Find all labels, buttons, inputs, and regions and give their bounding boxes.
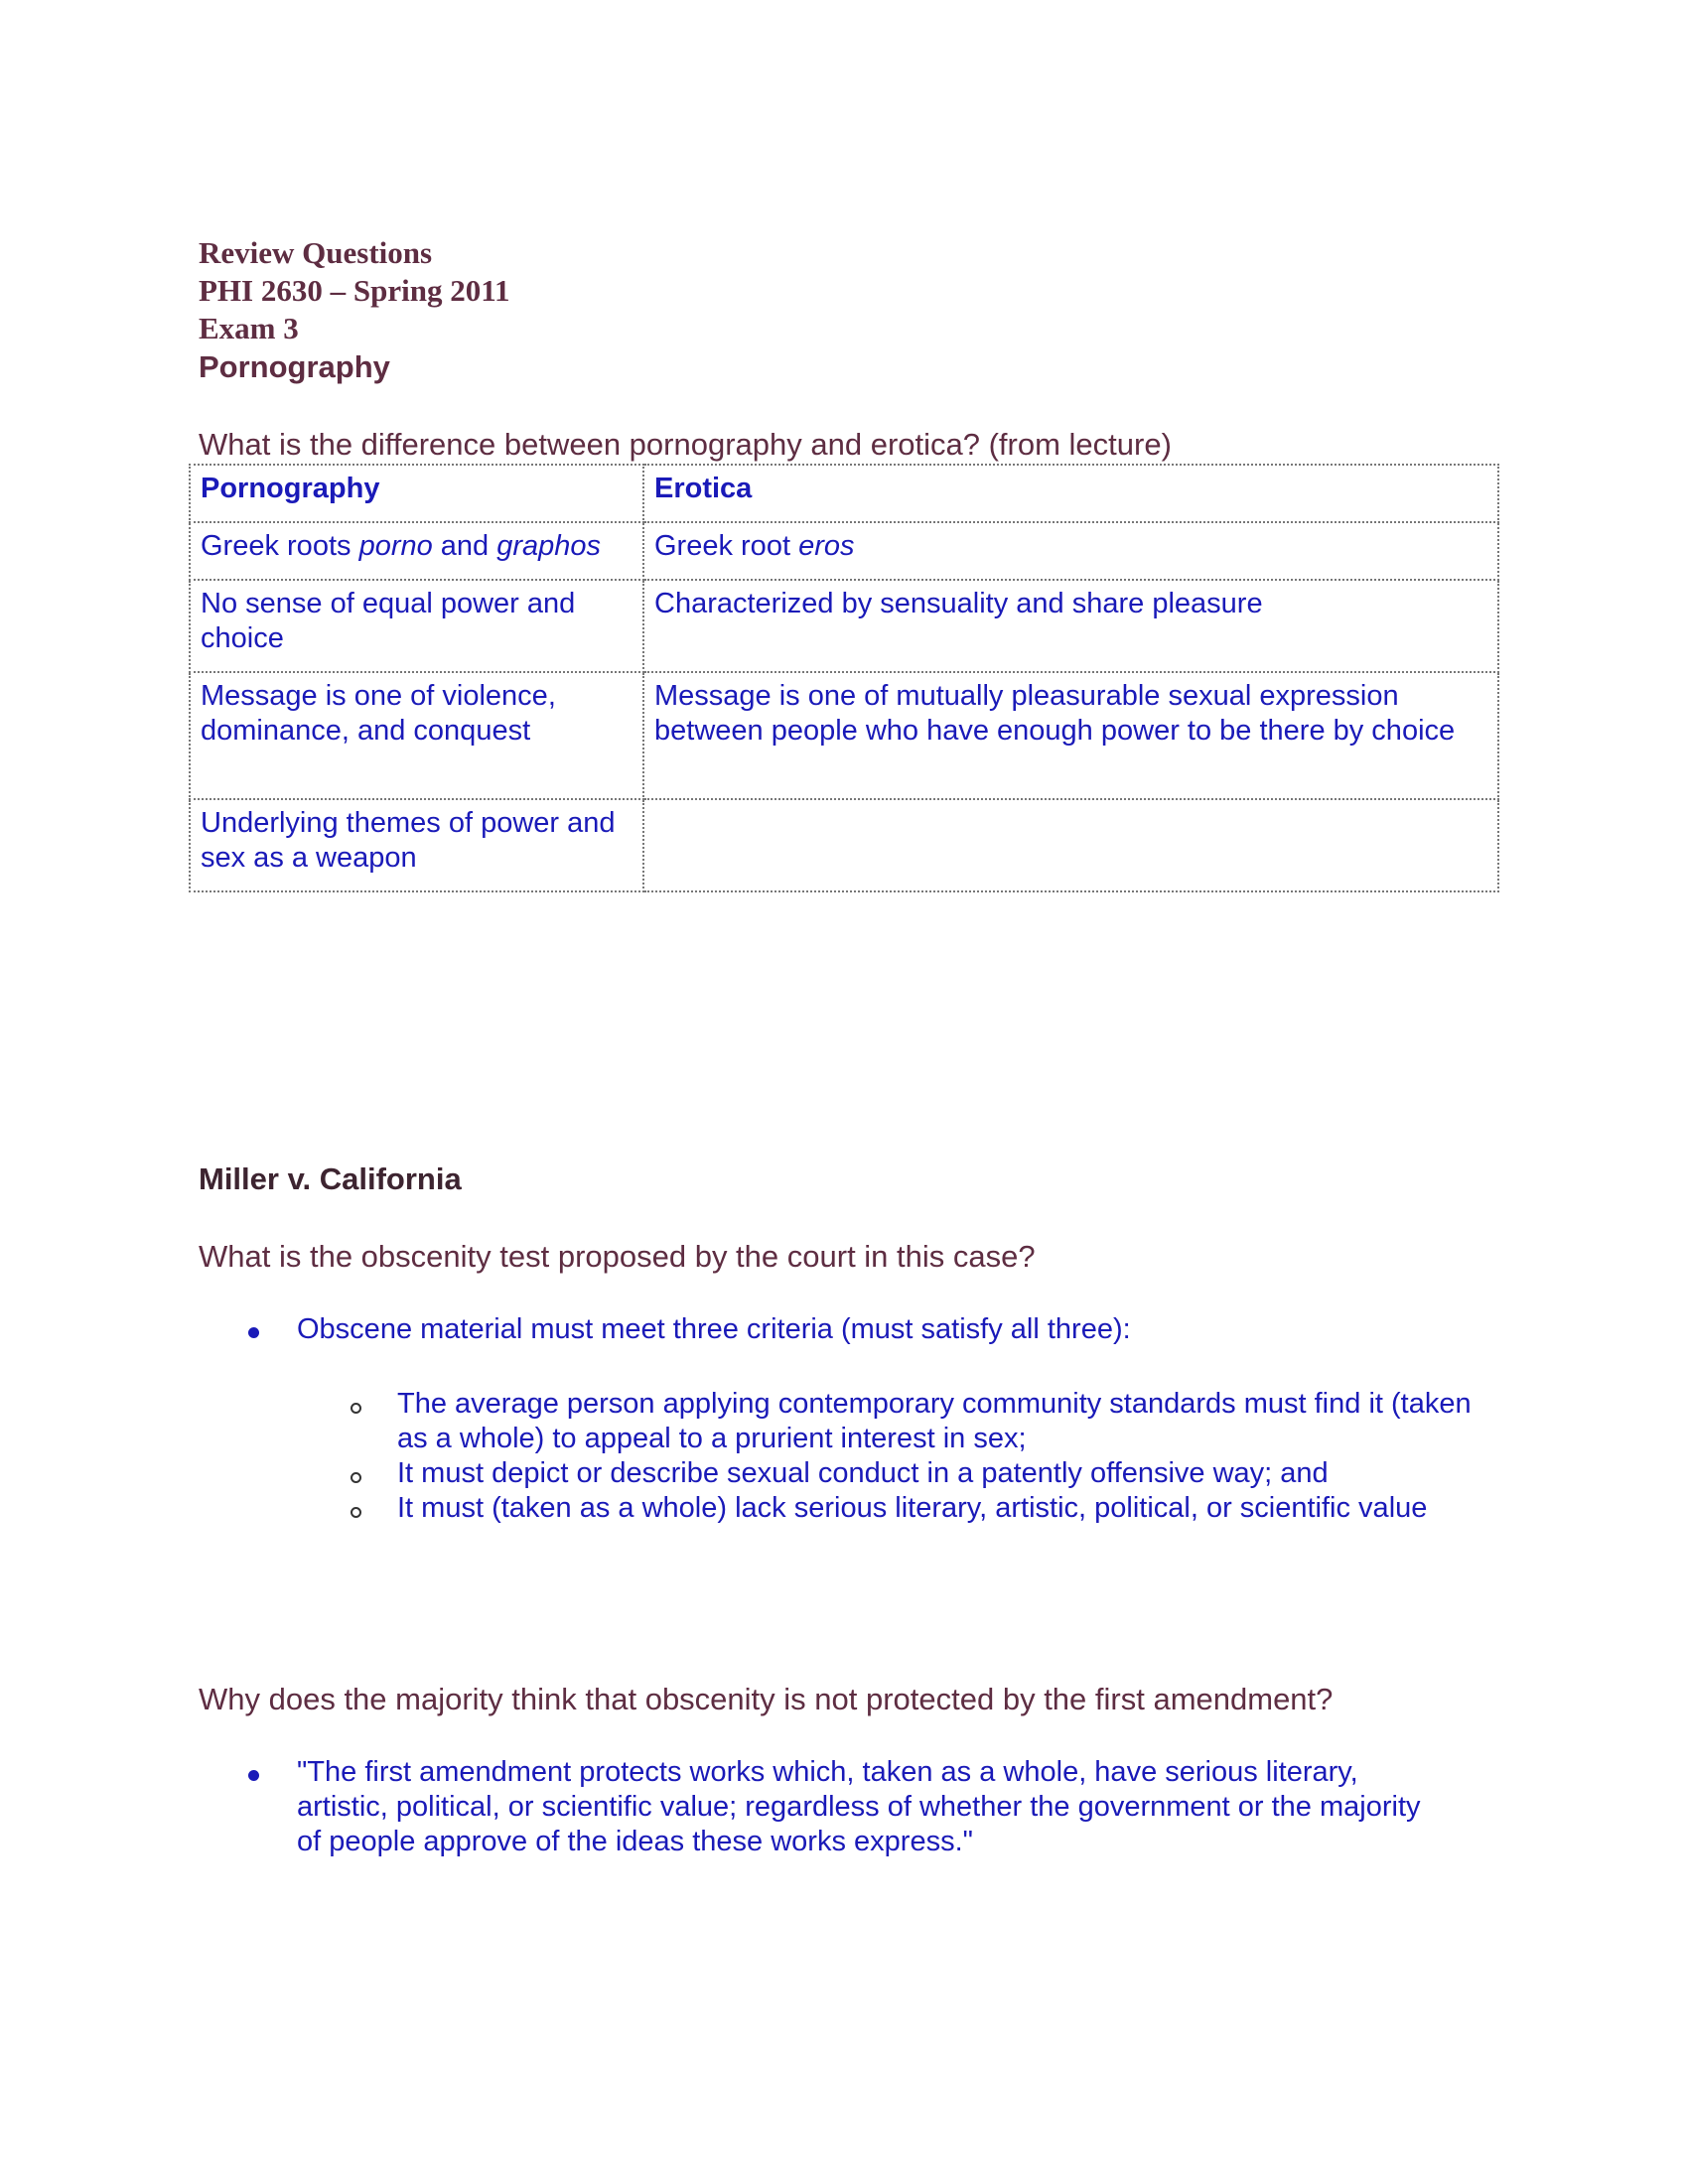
bullet-icon xyxy=(248,1770,259,1781)
table-cell: Greek roots porno and graphos xyxy=(190,522,643,580)
table-row xyxy=(190,580,1498,672)
table-header-pornography: Pornography xyxy=(190,465,643,522)
list-item: It must depict or describe sexual conduct in a patently offensive way; and xyxy=(397,1457,1329,1489)
header-title: Review Questions xyxy=(199,235,433,270)
table-cell: Message is one of mutually pleasurable sexual expression between people who have enough power to be there by choice xyxy=(643,672,1498,799)
sub-bullet-icon xyxy=(351,1403,361,1414)
section-title-miller: Miller v. California xyxy=(199,1161,462,1196)
sub-bullet-icon xyxy=(351,1507,361,1518)
table-row xyxy=(190,522,1498,580)
list-item: "The first amendment protects works which, taken as a whole, have serious literary, artistic, political, or scientific value; regardless of whether the government or the majority of people approve of the ideas these works express." xyxy=(297,1756,1421,1857)
table-cell: No sense of equal power and choice xyxy=(190,580,643,672)
list-item: The average person applying contemporary community standards must find it (taken as a whole) to appeal to a prurient interest in sex; xyxy=(397,1388,1472,1454)
table-cell: Characterized by sensuality and share pleasure xyxy=(643,580,1498,672)
list-item: It must (taken as a whole) lack serious literary, artistic, political, or scientific value xyxy=(397,1492,1428,1524)
table-row xyxy=(190,799,1498,891)
comparison-table xyxy=(189,464,1499,892)
sub-bullet-icon xyxy=(351,1472,361,1483)
question-difference: What is the difference between pornography and erotica? (from lecture) xyxy=(199,427,1172,462)
question-first-amendment: Why does the majority think that obscenity is not protected by the first amendment? xyxy=(199,1682,1334,1716)
header-exam: Exam 3 xyxy=(199,311,299,345)
table-cell: Message is one of violence, dominance, and conquest xyxy=(190,672,643,799)
table-header-row xyxy=(190,465,1498,522)
list-item: Obscene material must meet three criteria (must satisfy all three): xyxy=(297,1313,1131,1345)
table-cell xyxy=(643,799,1498,891)
table-cell: Greek root eros xyxy=(643,522,1498,580)
table-row xyxy=(190,672,1498,799)
table-header-erotica: Erotica xyxy=(643,465,1498,522)
table-cell: Underlying themes of power and sex as a weapon xyxy=(190,799,643,891)
header-course: PHI 2630 – Spring 2011 xyxy=(199,273,510,308)
section-title-pornography: Pornography xyxy=(199,349,390,384)
bullet-icon xyxy=(248,1327,259,1338)
question-obscenity-test: What is the obscenity test proposed by the court in this case? xyxy=(199,1239,1036,1274)
